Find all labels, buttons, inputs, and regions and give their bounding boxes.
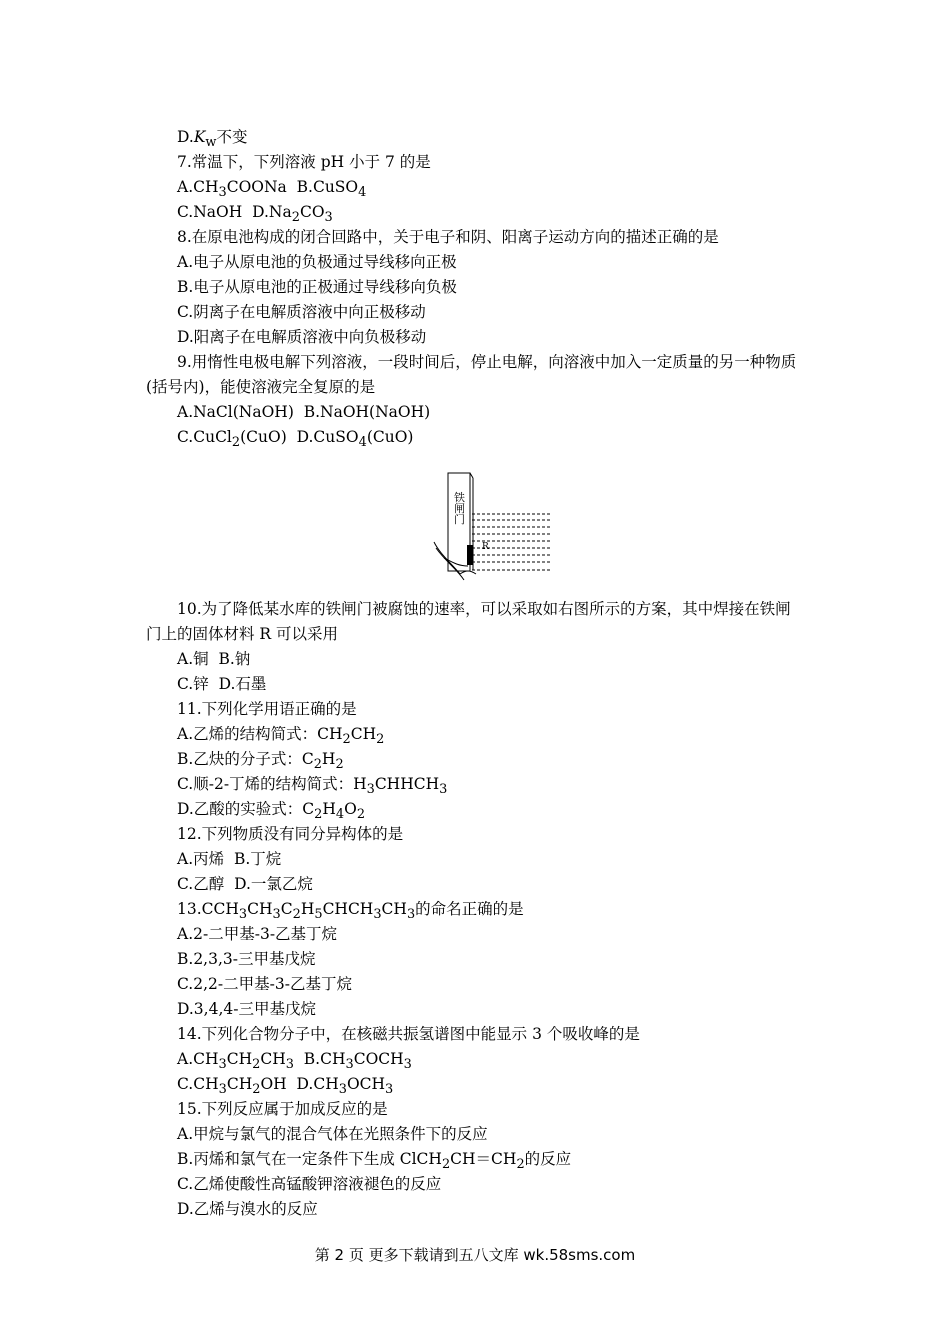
text-line: D.乙烯与溴水的反应 [177,1200,318,1218]
text-line: C.乙醇 D.一氯乙烷 [177,875,313,893]
text-line: 12.下列物质没有同分异构体的是 [177,825,404,843]
text-line: B.2,3,3-三甲基戊烷 [177,950,316,968]
text-line: C.NaOH $D.Na_2CO_3$ [177,203,333,226]
text-line: C.乙烯使酸性高锰酸钾溶液褪色的反应 [177,1175,442,1193]
text-line: 14.下列化合物分子中，在核磁共振氢谱图中能显示 3 个吸收峰的是 [177,1025,640,1043]
iron-gate-figure [430,470,555,582]
page-footer: 第 2 页 更多下载请到五八文库 wk.58sms.com [314,1246,636,1264]
text-line: D.乙酸的实验式：$C_2H_4O_2$ [177,800,366,823]
text-line: A.电子从原电池的负极通过导线移向正极 [177,253,457,271]
text-line: 15.下列反应属于加成反应的是 [177,1100,388,1118]
text-line: B.乙炔的分子式：$C_2H_2$ [177,750,344,773]
text-line: $C.CH_3CH_2OH$ $D.CH_3OCH_3$ [177,1075,394,1098]
text-line: $A.CH_3CH_2CH_3$ $B.CH_3COCH_3$ [177,1050,412,1073]
text-line: 9.用惰性电极电解下列溶液，一段时间后，停止电解，向溶液中加入一定质量的另一种物质(括号内)，能使溶液完全复原的是 [146,353,797,396]
text-line: 11.下列化学用语正确的是 [177,700,357,718]
gate-label: 铁闸门 [452,491,466,525]
text-line: A.乙烯的结构简式：$CH_2CH_2$ [177,725,385,748]
text-line: A.甲烷与氯气的混合气体在光照条件下的反应 [177,1125,488,1143]
text-line: C.顺-2-丁烯的结构简式：$H_3CHHCH_3$ [177,775,448,798]
text-line: 8.在原电池构成的闭合回路中，关于电子和阴、阳离子运动方向的描述正确的是 [177,228,719,246]
r-label: R [482,542,489,552]
text-line: A.丙烯 B.丁烷 [177,850,282,868]
text-line: D.阳离子在电解质溶液中向负极移动 [177,328,427,346]
text-line: C.阴离子在电解质溶液中向正极移动 [177,303,426,321]
text-line: $A.CH_3COONa$ B.CuSO$_4$ [177,178,367,201]
text-line: B.电子从原电池的正极通过导线移向负极 [177,278,457,296]
text-line: A.铜 B.钠 [177,650,251,668]
text-line: $D.K_w$不变 [177,128,248,151]
text-line: A.2-二甲基-3-乙基丁烷 [177,925,338,943]
text-line: C.CuCl$_2$(CuO) D.CuSO$_4$(CuO) [177,428,414,451]
text-line: C.锌 D.石墨 [177,675,267,693]
text-line: C.2,2-二甲基-3-乙基丁烷 [177,975,352,993]
text-line: B.丙烯和氯气在一定条件下生成 $ClCH_2CH=CH_2$的反应 [177,1150,572,1173]
text-line: 10.为了降低某水库的铁闸门被腐蚀的速率，可以采取如右图所示的方案，其中焊接在铁闸门上的固体材料 R 可以采用 [146,600,791,643]
text-line: D.3,4,4-三甲基戊烷 [177,1000,316,1018]
text-line: 7.常温下，下列溶液 pH 小于 7 的是 [177,153,431,171]
text-line: A.NaCl(NaOH) B.NaOH(NaOH) [177,403,431,421]
text-line: $13.CCH_3CH_3C_2H_5CHCH_3CH_3$的命名正确的是 [177,900,524,923]
